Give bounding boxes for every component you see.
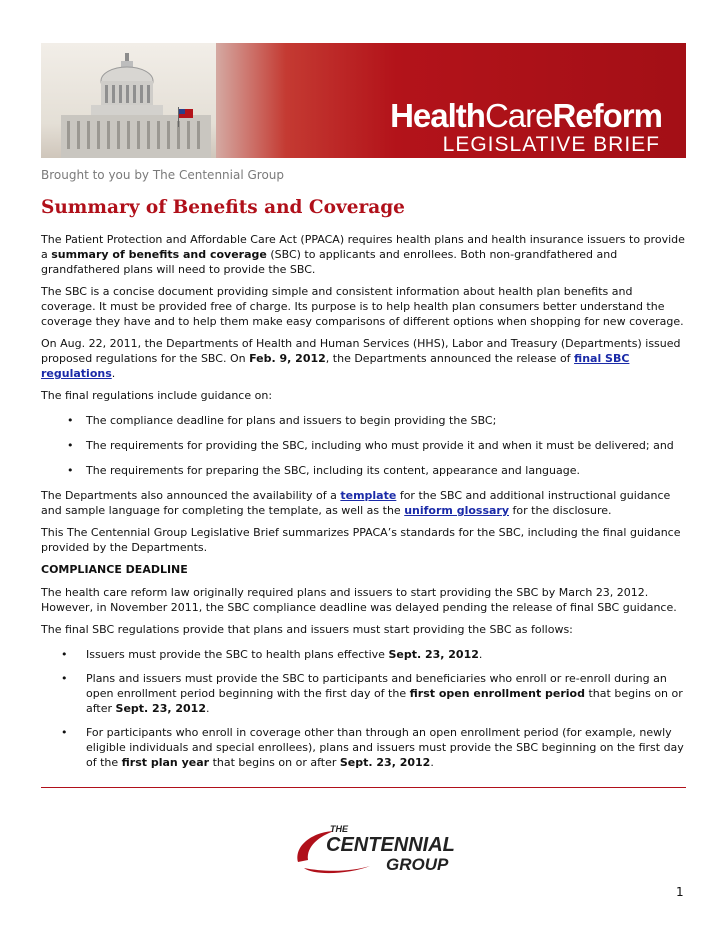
paragraph-regulations: On Aug. 22, 2011, the Departments of Health and Human Services (HHS), Labor and Treasury (Departments) issued proposed regulations for the SBC. On Feb. 9, 2012, the Departments announced the release of final SBC regulations. — [41, 337, 681, 380]
logo-text-the: THE — [330, 824, 348, 834]
paragraph-brief-summary: This The Centennial Group Legislative Brief summarizes PPACA’s standards for the SBC, including the final guidance provided by the Departments. — [41, 526, 681, 554]
logo-text-centennial: CENTENNIAL — [326, 834, 455, 856]
template-link[interactable]: template — [340, 489, 397, 502]
footer-divider — [41, 787, 686, 788]
list-item: • Plans and issuers must provide the SBC to participants and beneficiaries who enroll or re-enroll during an open enrollment period beginning with the first day of the first open enrollment period that begins on or after Sept. 23, 2012. — [41, 671, 689, 716]
header-banner — [41, 43, 686, 158]
list-item: • The requirements for preparing the SBC, including its content, appearance and language. — [41, 463, 689, 478]
deadline-list — [41, 647, 689, 770]
paragraph-guidance-intro: The final regulations include guidance on: — [41, 389, 273, 402]
paragraph-deadline-history: The health care reform law originally required plans and issuers to start providing the SBC by March 23, 2012. However, in November 2011, the SBC compliance deadline was delayed pending the release of final SBC guidance. — [41, 586, 677, 614]
paragraph-final-regulations: The final SBC regulations provide that plans and issuers must start providing the SBC as follows: — [41, 623, 573, 636]
list-item: • For participants who enroll in coverage other than through an open enrollment period (for example, newly eligible individuals and special enrollees), plans and issuers must provide the SBC beginning on the first day of the first plan year that begins on or after Sept. 23, 2012. — [41, 725, 689, 770]
guidance-list — [41, 413, 689, 478]
paragraph-sbc-description: The SBC is a concise document providing simple and consistent information about health plan benefits and coverage. It must be provided free of charge. Its purpose is to help health plan consumers better understand the coverage they have and to help them make easy comparisons of different options when shopping for new coverage. — [41, 285, 684, 328]
centennial-group-logo — [290, 822, 460, 882]
list-item: • The compliance deadline for plans and issuers to begin providing the SBC; — [41, 413, 689, 428]
paragraph-template: The Departments also announced the availability of a template for the SBC and additional instructional guidance and sample language for completing the template, as well as the uniform glossary for the disclosure. — [41, 489, 671, 517]
final-sbc-regulations-link[interactable]: final SBC regulations — [41, 352, 630, 380]
list-item: • Issuers must provide the SBC to health plans effective Sept. 23, 2012. — [41, 647, 689, 662]
banner-subtitle: LEGISLATIVE BRIEF — [442, 133, 660, 156]
page-number: 1 — [676, 885, 684, 899]
capitol-building-image — [61, 51, 211, 158]
list-item: • The requirements for providing the SBC, including who must provide it and when it must be delivered; and — [41, 438, 689, 453]
uniform-glossary-link[interactable]: uniform glossary — [404, 504, 510, 517]
byline: Brought to you by The Centennial Group — [41, 168, 285, 182]
banner-title: HealthCareReform — [390, 97, 662, 134]
paragraph-intro: The Patient Protection and Affordable Care Act (PPACA) requires health plans and health insurance issuers to provide a summary of benefits and coverage (SBC) to applicants and enrollees. Both non-grandfathered and grandfathered plans will need to provide the SBC. — [41, 233, 685, 276]
page-title: Summary of Benefits and Coverage — [41, 197, 405, 218]
section-heading-compliance-deadline: COMPLIANCE DEADLINE — [41, 563, 188, 576]
logo-text-group: GROUP — [386, 855, 449, 874]
document-body — [41, 196, 689, 779]
